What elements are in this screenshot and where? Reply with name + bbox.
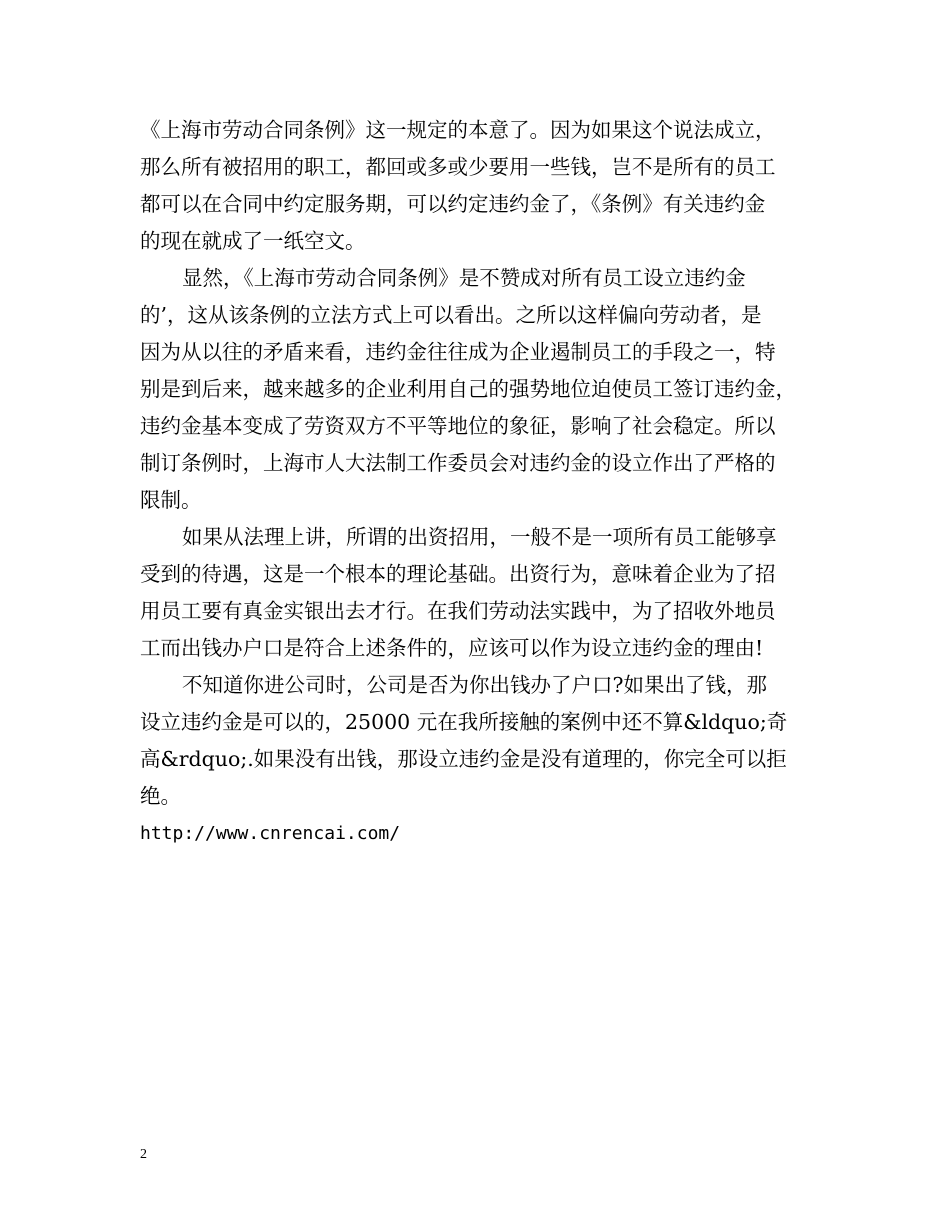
text-line: 的现在就成了一纸空文。 (140, 229, 366, 253)
text-line: 受到的待遇，这是一个根本的理论基础。出资行为，意味着企业为了招 (140, 562, 776, 586)
text-line: 别是到后来，越来越多的企业利用自己的强势地位迫使员工签订违约金， (140, 377, 796, 401)
text-line: 显然，《上海市劳动合同条例》是不赞成对所有员工设立违约金 (182, 266, 746, 290)
text-line: 限制。 (140, 488, 202, 512)
text-line: 因为从以往的矛盾来看，违约金往往成为企业遏制员工的手段之一，特 (140, 340, 776, 364)
text-line: 工而出钱办户口是符合上述条件的，应该可以作为设立违约金的理由! (140, 636, 764, 660)
text-line: 用员工要有真金实银出去才行。在我们劳动法实践中，为了招收外地员 (140, 599, 776, 623)
text-line: 违约金基本变成了劳资双方不平等地位的象征，影响了社会稳定。所以 (140, 414, 776, 438)
text-line: 的’，这从该条例的立法方式上可以看出。之所以这样偏向劳动者，是 (140, 303, 762, 327)
text-line: 不知道你进公司时，公司是否为你出钱办了户口?如果出了钱，那 (182, 673, 767, 697)
body-text (140, 112, 812, 852)
text-line: 如果从法理上讲，所谓的出资招用，一般不是一项所有员工能够享 (182, 525, 777, 549)
text-line: 绝。 (140, 784, 181, 808)
source-url: http://www.cnrencai.com/ (140, 823, 401, 844)
text-line: 那么所有被招用的职工，都回或多或少要用一些钱，岂不是所有的员工 (140, 155, 776, 179)
text-line: 《上海市劳动合同条例》这一规定的本意了。因为如果这个说法成立， (140, 118, 776, 142)
page-number: 2 (140, 1147, 147, 1162)
text-line: 都可以在合同中约定服务期，可以约定违约金了，《条例》有关违约金 (140, 192, 766, 216)
text-line: 高&rdquo;.如果没有出钱，那设立违约金是没有道理的，你完全可以拒 (140, 747, 787, 771)
text-line: 制订条例时，上海市人大法制工作委员会对违约金的设立作出了严格的 (140, 451, 776, 475)
text-line: 设立违约金是可以的，25000 元在我所接触的案例中还不算&ldquo;奇 (140, 710, 788, 734)
